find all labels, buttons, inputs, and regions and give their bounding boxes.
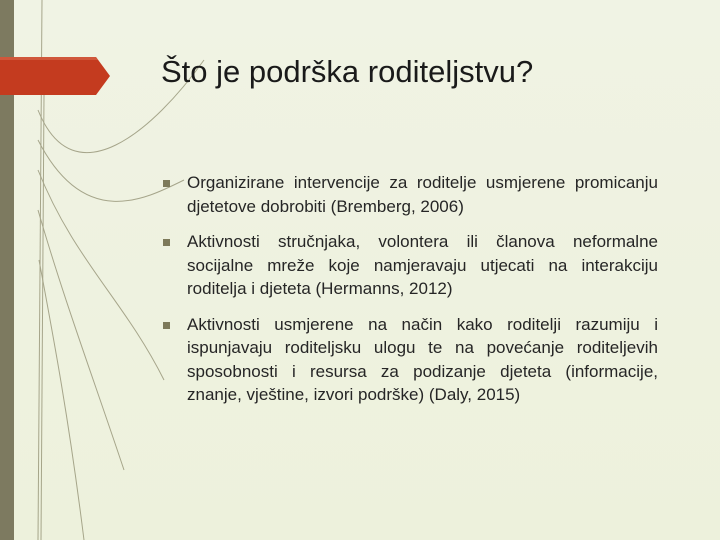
bullet-list: [162, 171, 658, 419]
bullet-text: Organizirane intervencije za roditelje usmjerene promicanju djetetove dobrobiti (Bremberg, 2006): [187, 173, 658, 216]
square-bullet-icon: [163, 322, 170, 329]
square-bullet-icon: [163, 180, 170, 187]
square-bullet-icon: [163, 239, 170, 246]
list-item: [162, 313, 658, 407]
list-item: [162, 230, 658, 301]
title-accent-tab: [0, 57, 110, 95]
bullet-text: Aktivnosti stručnjaka, volontera ili članova neformalne socijalne mreže koje namjeravaju utjecati na interakciju roditelja i djeteta (Hermanns, 2012): [187, 232, 658, 298]
list-item: [162, 171, 658, 218]
bullet-text: Aktivnosti usmjerene na način kako roditelji razumiju i ispunjavaju roditeljsku ulogu te na povećanje roditeljevih sposobnosti i resursa za podizanje djeteta (informacije, znanje, vještine, izvori podrške) (Daly, 2015): [187, 314, 658, 404]
slide-title: Što je podrška roditeljstvu?: [161, 54, 534, 89]
